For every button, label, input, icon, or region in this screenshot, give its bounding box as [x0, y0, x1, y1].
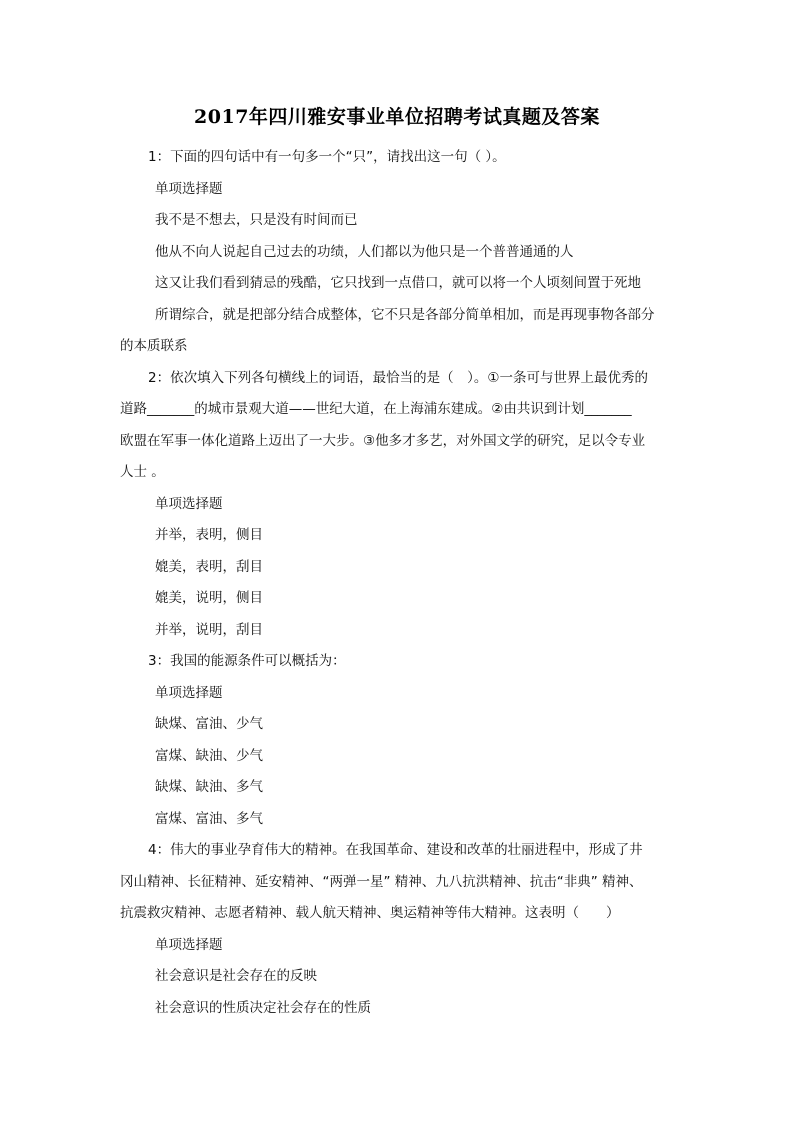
option-text: 社会意识的性质决定社会存在的性质 — [155, 999, 371, 1016]
question-stem-continuation: 道路_______的城市景观大道——世纪大道，在上海浦东建成。②由共识到计划_______ — [120, 401, 632, 417]
question-stem-continuation: 冈山精神、长征精神、延安精神、“两弹一星” 精神、九八抗洪精神、抗击“非典” 精神、 — [120, 873, 643, 890]
option-text: 并举，说明，刮目 — [155, 621, 263, 638]
option-text: 他从不向人说起自己过去的功绩，人们都以为他只是一个普普通通的人 — [155, 243, 574, 260]
option-text: 所谓综合，就是把部分结合成整体，它不只是各部分简单相加，而是再现事物各部分 — [155, 306, 655, 323]
option-text-continuation: 的本质联系 — [120, 338, 188, 354]
document-body — [120, 142, 676, 1024]
option-text: 我不是不想去，只是没有时间而已 — [155, 212, 358, 228]
question-type: 单项选择题 — [155, 180, 223, 197]
question-type: 单项选择题 — [155, 495, 223, 512]
option-text: 富煤、富油、多气 — [155, 810, 263, 827]
option-text: 并举，表明，侧目 — [155, 527, 263, 543]
option-text: 媲美，表明，刮目 — [155, 558, 263, 575]
option-text: 富煤、缺油、少气 — [155, 747, 263, 764]
question-stem: 2：依次填入下列各句横线上的词语，最恰当的是（ ）。①一条可与世界上最优秀的 — [148, 369, 648, 386]
option-text: 这又让我们看到猜忌的残酷，它只找到一点借口，就可以将一个人顷刻间置于死地 — [155, 275, 641, 291]
question-stem: 1：下面的四句话中有一句多一个“只”，请找出这一句（ ）。 — [148, 149, 506, 165]
option-text: 媲美，说明，侧目 — [155, 590, 263, 606]
question-stem: 4：伟大的事业孕育伟大的精神。在我国革命、建设和改革的壮丽进程中，形成了井 — [148, 842, 643, 858]
option-text: 缺煤、富油、少气 — [155, 716, 263, 732]
question-type: 单项选择题 — [155, 684, 223, 701]
option-text: 缺煤、缺油、多气 — [155, 779, 263, 795]
question-stem-continuation: 抗震救灾精神、志愿者精神、载人航天精神、奥运精神等伟大精神。这表明（ ） — [120, 905, 620, 921]
question-type: 单项选择题 — [155, 936, 223, 953]
option-text: 社会意识是社会存在的反映 — [155, 968, 317, 984]
question-stem-continuation: 人士 。 — [120, 464, 165, 480]
question-stem: 3：我国的能源条件可以概括为： — [148, 653, 346, 669]
question-stem-continuation: 欧盟在军事一体化道路上迈出了一大步。③他多才多艺，对外国文学的研究，足以令专业 — [120, 432, 646, 449]
page-title: 2017年四川雅安事业单位招聘考试真题及答案 — [194, 106, 600, 128]
